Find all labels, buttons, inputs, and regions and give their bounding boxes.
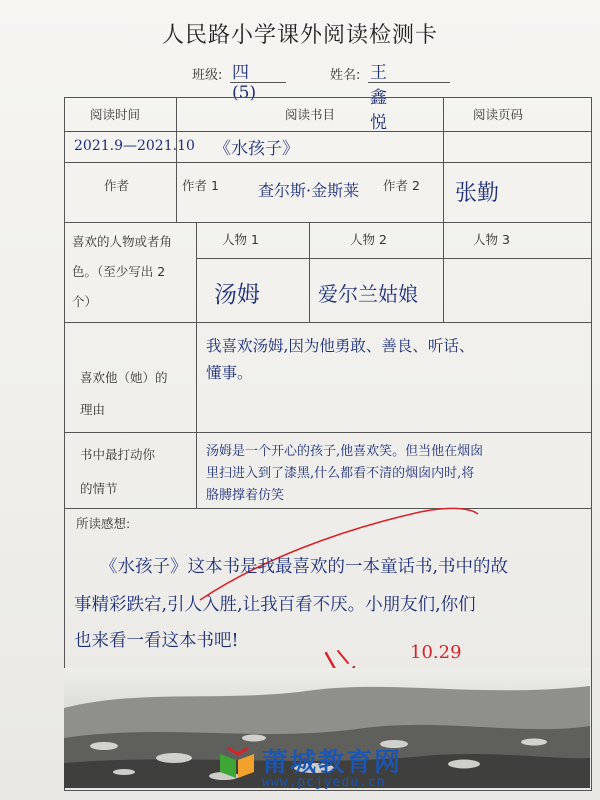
plot-label-line1: 书中最打动你	[80, 447, 156, 462]
plot-label-line2: 的情节	[80, 481, 118, 496]
class-label: 班级:	[192, 68, 223, 83]
reading-time-value: 2021.9—2021.10	[74, 138, 195, 154]
site-watermark-logo	[218, 742, 498, 796]
favorite-label-line3: 个）	[72, 294, 98, 309]
teacher-date: 10.29	[410, 642, 462, 663]
reason-value-line1: 我喜欢汤姆,因为他勇敢、善良、听话、	[206, 337, 475, 355]
author2-label: 作者 2	[383, 178, 420, 193]
plot-value-line1: 汤姆是一个开心的孩子,他喜欢笑。但当他在烟囱	[206, 444, 484, 459]
feeling-value-line3: 也来看一看这本书吧!	[74, 631, 239, 651]
favorite-label-line2: 色。（至少写出 2	[72, 264, 166, 279]
feeling-value-line2: 事精彩跌宕,引人入胜,让我百看不厌。小朋友们,你们	[74, 595, 476, 615]
character2-value: 爱尔兰姑娘	[318, 282, 418, 306]
plot-value-line2: 里扫进入到了漆黑,什么都看不清的烟囱内时,将	[206, 466, 475, 481]
brand-name: 莆城教育网	[262, 748, 403, 778]
header-book-title: 阅读书目	[285, 107, 336, 122]
author-label: 作者	[104, 178, 130, 193]
character2-label: 人物 2	[350, 232, 387, 247]
author1-value: 查尔斯·金斯莱	[258, 181, 360, 200]
reason-label-line2: 理由	[80, 402, 106, 417]
character3-label: 人物 3	[473, 232, 510, 247]
name-value: 王鑫悦	[370, 63, 387, 133]
character1-value: 汤姆	[214, 282, 260, 308]
card-title: 人民路小学课外阅读检测卡	[161, 23, 438, 48]
feeling-label: 所读感想:	[76, 516, 131, 531]
plot-value-line3: 胳膊撑着仿笑	[206, 488, 285, 503]
book-title-value: 《水孩子》	[214, 139, 299, 159]
favorite-label-line1: 喜欢的人物或者角	[72, 234, 173, 249]
character1-label: 人物 1	[222, 232, 259, 247]
header-pages: 阅读页码	[473, 107, 524, 122]
brand-url: www.pcjyedu.cn	[262, 775, 386, 790]
book-logo-icon	[218, 744, 258, 780]
reason-value-line2: 懂事。	[206, 364, 253, 382]
author1-label: 作者 1	[182, 178, 219, 193]
header-reading-time: 阅读时间	[90, 107, 141, 122]
class-value: 四(5)	[232, 63, 257, 103]
author2-value: 张勤	[455, 181, 500, 206]
reason-label-line1: 喜欢他（她）的	[80, 370, 168, 385]
name-label: 姓名:	[330, 68, 361, 83]
feeling-value-line1: 《水孩子》这本书是我最喜欢的一本童话书,书中的故	[100, 557, 509, 577]
